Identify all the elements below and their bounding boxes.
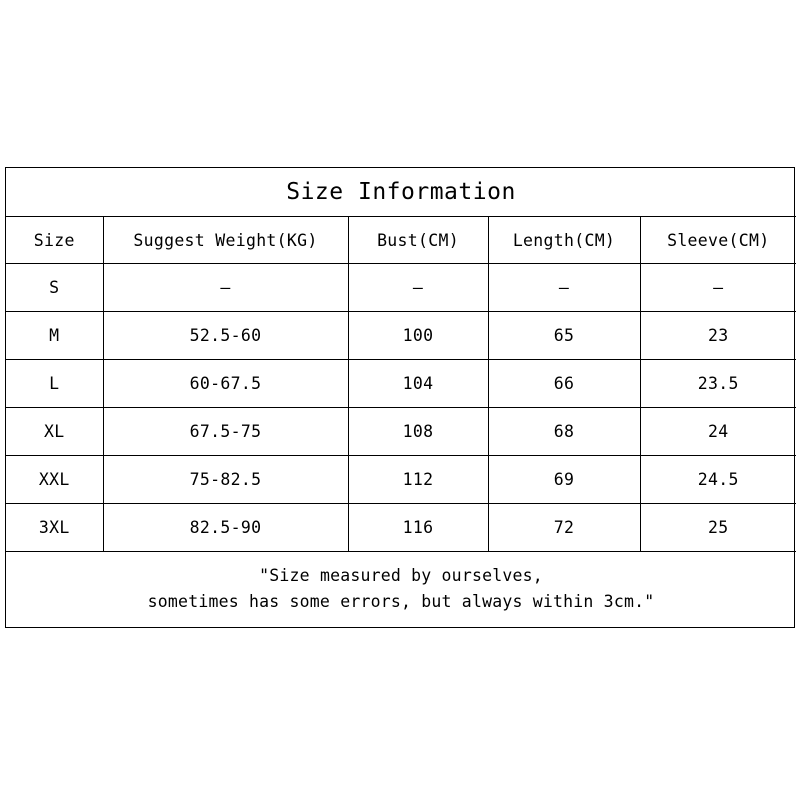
- cell-sleeve: 25: [640, 504, 796, 552]
- cell-weight: 60-67.5: [103, 360, 348, 408]
- cell-bust: 116: [348, 504, 488, 552]
- cell-sleeve: 24: [640, 408, 796, 456]
- cell-weight: 67.5-75: [103, 408, 348, 456]
- cell-sleeve: 23.5: [640, 360, 796, 408]
- page-title: Size Information: [6, 168, 796, 217]
- cell-size: 3XL: [6, 504, 103, 552]
- cell-length: 65: [488, 312, 640, 360]
- cell-sleeve: –: [640, 264, 796, 312]
- table-row: [6, 264, 796, 312]
- column-header-bust: Bust(CM): [348, 217, 488, 264]
- cell-bust: 104: [348, 360, 488, 408]
- cell-size: L: [6, 360, 103, 408]
- disclaimer-line-1: "Size measured by ourselves,: [259, 566, 543, 585]
- cell-sleeve: 23: [640, 312, 796, 360]
- size-table: [6, 168, 796, 627]
- cell-bust: 108: [348, 408, 488, 456]
- table-row: [6, 360, 796, 408]
- measurement-disclaimer: [6, 552, 796, 628]
- cell-length: 69: [488, 456, 640, 504]
- size-information-table: [5, 167, 795, 628]
- table-note-row: [6, 552, 796, 628]
- table-title-row: [6, 168, 796, 217]
- cell-weight: 52.5-60: [103, 312, 348, 360]
- column-header-size: Size: [6, 217, 103, 264]
- cell-weight: 75-82.5: [103, 456, 348, 504]
- column-header-suggest-weight: Suggest Weight(KG): [103, 217, 348, 264]
- cell-size: XXL: [6, 456, 103, 504]
- cell-length: 68: [488, 408, 640, 456]
- cell-size: XL: [6, 408, 103, 456]
- table-row: [6, 312, 796, 360]
- disclaimer-line-2: sometimes has some errors, but always within 3cm.": [147, 591, 655, 611]
- table-row: [6, 504, 796, 552]
- column-header-sleeve: Sleeve(CM): [640, 217, 796, 264]
- cell-weight: –: [103, 264, 348, 312]
- column-header-length: Length(CM): [488, 217, 640, 264]
- cell-weight: 82.5-90: [103, 504, 348, 552]
- table-row: [6, 456, 796, 504]
- cell-sleeve: 24.5: [640, 456, 796, 504]
- cell-size: S: [6, 264, 103, 312]
- cell-bust: 112: [348, 456, 488, 504]
- cell-size: M: [6, 312, 103, 360]
- cell-bust: –: [348, 264, 488, 312]
- cell-bust: 100: [348, 312, 488, 360]
- cell-length: 66: [488, 360, 640, 408]
- cell-length: 72: [488, 504, 640, 552]
- table-header-row: [6, 217, 796, 264]
- cell-length: –: [488, 264, 640, 312]
- table-row: [6, 408, 796, 456]
